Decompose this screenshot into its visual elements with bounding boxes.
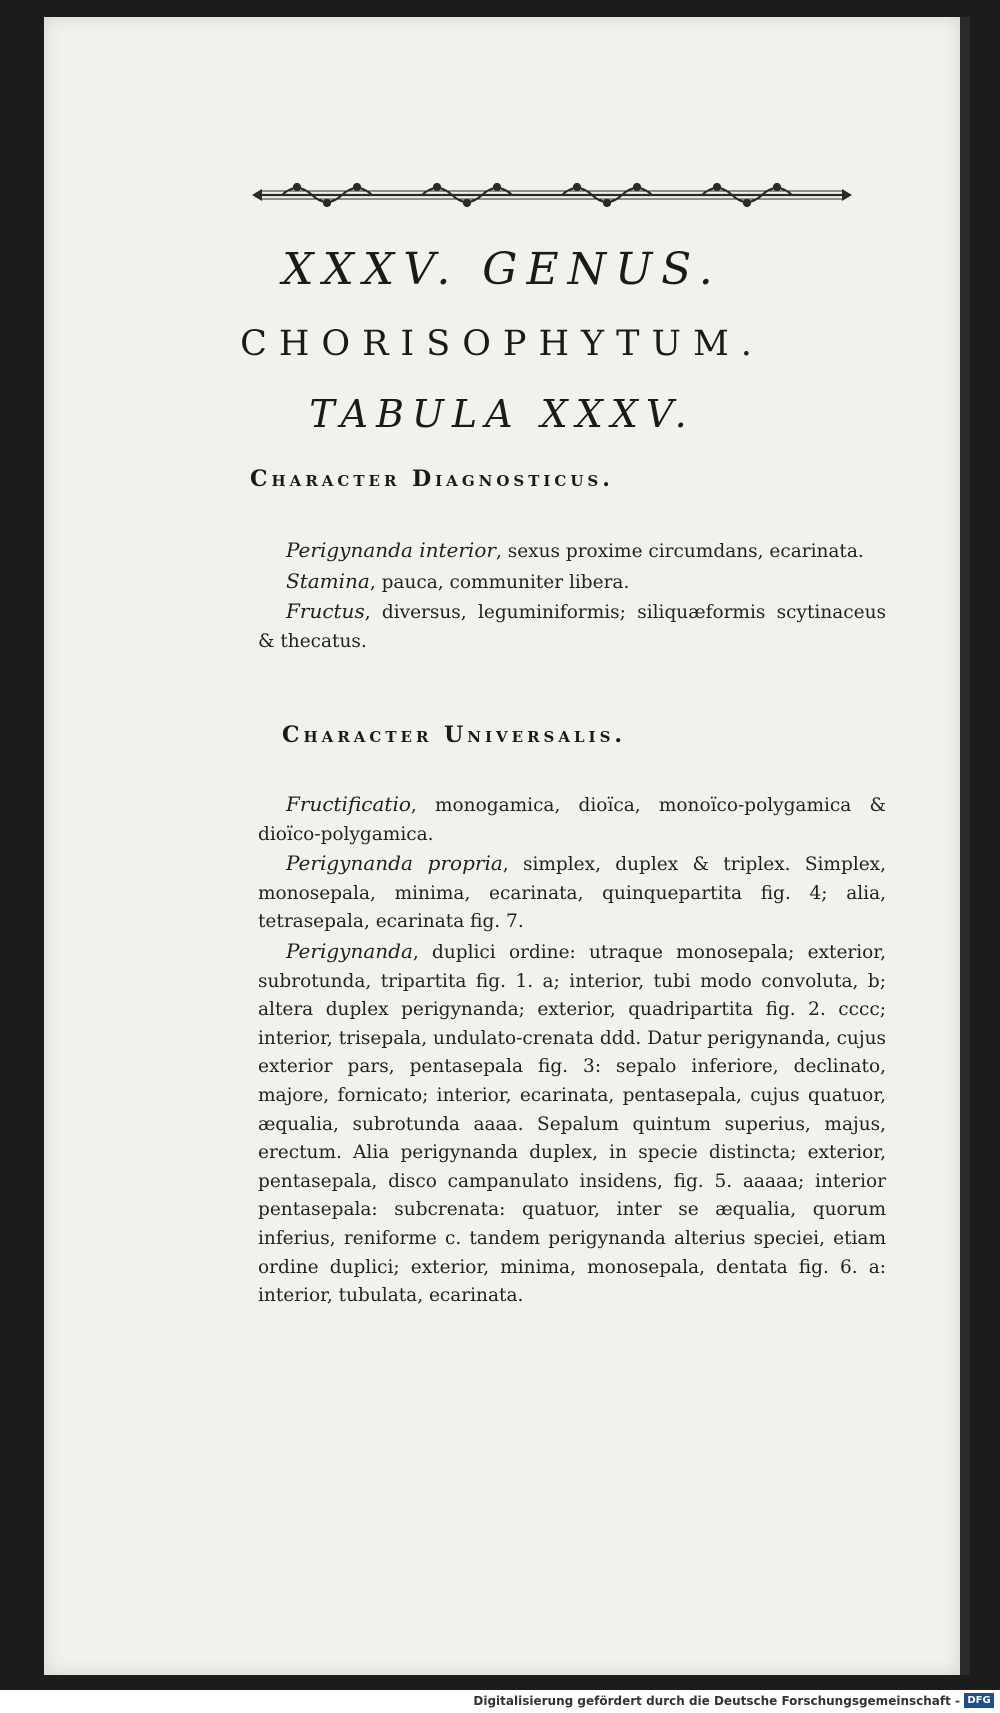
universalis-item xyxy=(258,937,886,1311)
description: , duplici ordine: utraque monosepala; exterior, subrotunda, tripartita fig. 1. a; interior, tubi modo convoluta, b; altera duplex perigynanda; exterior, quadripartita fig. 2. cccc; interior, trisepala, undulato-crenata ddd. Datur perigynanda, cujus exterior pars, pentasepala fig. 3: sepalo inferiore, declinato, majore, fornicato; interior, ecarinata, pentasepala, cujus quatuor, æqualia, subrotunda aaaa. Sepalum quintum superius, majus, erectum. Alia perigynanda duplex, in specie distincta; exterior, pentasepala, disco campanulato insidens, fig. 5. aaaaa; interior pentasepala: subcrenata: quatuor, inter se æqualia, quorum inferius, reniforme c. tandem perigynanda alterius speciei, etiam ordine duplici; exterior, minima, monosepala, dentata fig. 6. a: interior, tubulata, ecarinata. xyxy=(258,941,886,1307)
diagnosticus-section xyxy=(258,536,886,656)
term: Perigynanda interior xyxy=(286,538,496,562)
description: , sexus proxime circumdans, ecarinata. xyxy=(495,541,864,562)
description: , monogamica, dioïca, monoïco-polygamica & dioïco-polygamica. xyxy=(258,795,886,845)
universalis-item xyxy=(258,790,886,849)
universalis-item xyxy=(258,849,886,937)
description: , pauca, communiter libera. xyxy=(369,571,630,593)
diagnosticus-item xyxy=(258,597,886,656)
universalis-section xyxy=(258,790,886,1311)
genus-title: XXXV. GENUS. xyxy=(282,244,722,295)
heading-character-universalis: Character Universalis. xyxy=(282,722,627,748)
term: Fructus xyxy=(286,599,365,624)
funding-credit: Digitalisierung gefördert durch die Deutsche Forschungsgemeinschaft - xyxy=(473,1694,960,1708)
page-edge xyxy=(960,17,970,1675)
term: Perigynanda xyxy=(286,938,413,963)
plant-name: CHORISOPHYTUM. xyxy=(240,324,764,364)
description: , diversus, leguminiformis; siliquæformis scytinaceus & thecatus. xyxy=(258,602,886,652)
term: Fructificatio xyxy=(286,792,411,816)
description: , simplex, duplex & triplex. Simplex, monosepala, minima, ecarinata, quinquepartita fig. 4; alia, tetrasepala, ecarinata fig. 7. xyxy=(258,854,886,933)
footer-bar xyxy=(0,1690,1000,1713)
term: Stamina xyxy=(286,568,370,593)
heading-character-diagnosticus: Character Diagnosticus. xyxy=(250,466,614,492)
dfg-logo-icon: DFG xyxy=(964,1693,994,1708)
diagnosticus-item xyxy=(258,536,886,567)
diagnosticus-item xyxy=(258,567,886,598)
tabula-title: TABULA XXXV. xyxy=(309,392,695,436)
term: Perigynanda propria xyxy=(286,851,503,876)
floral-ornament-icon xyxy=(252,178,852,212)
